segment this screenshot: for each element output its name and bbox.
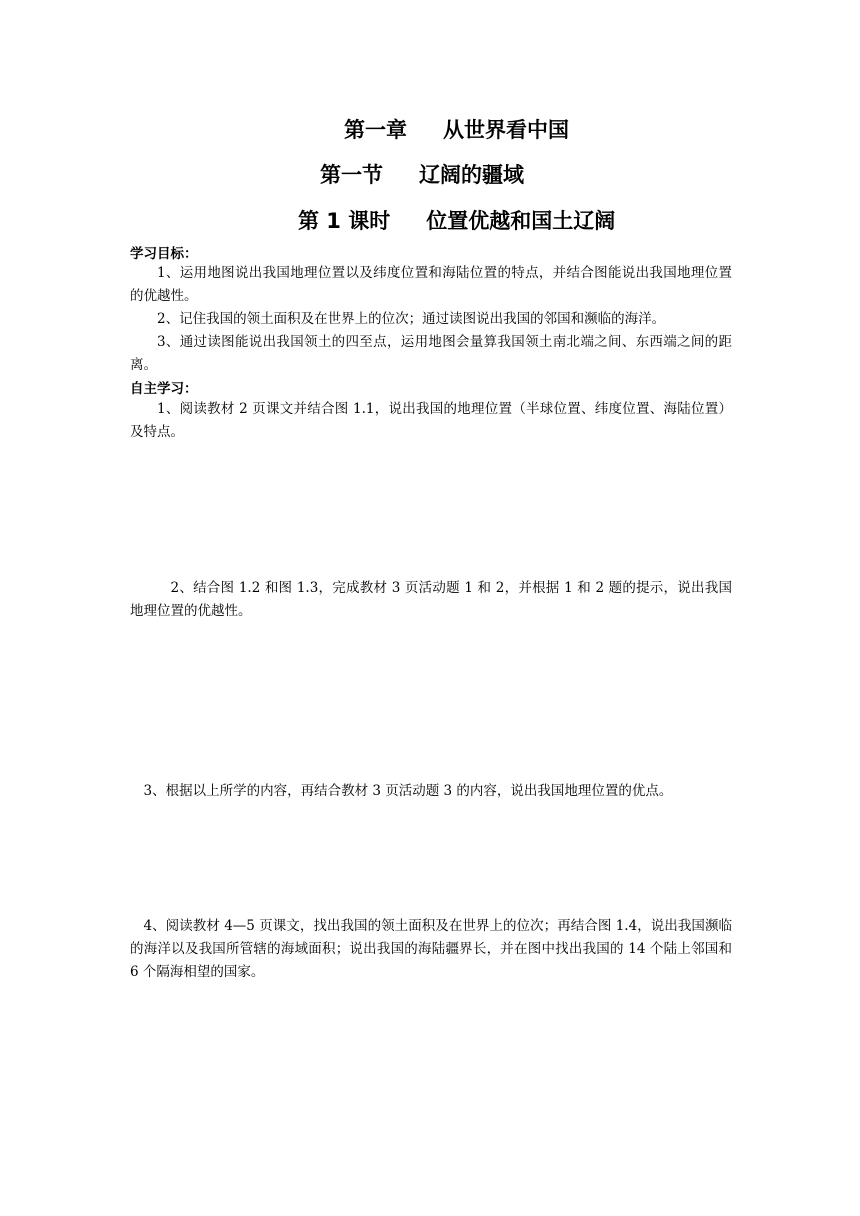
objectives-heading: 学习目标： <box>130 246 198 262</box>
self-study-item: 3、根据以上所学的内容，再结合教材 3 页活动题 3 的内容，说出我国地理位置的优点。 <box>143 783 673 799</box>
self-study-item: 4、阅读教材 4—5 页课文，找出我国的领土面积及在世界上的位次；再结合图 1.4，说出我国濒临的海洋以及我国所管辖的海域面积；说出我国的海陆疆界长，并在图中找出我国的 14 个陆上邻国和 6 个隔海相望的国家。 <box>130 918 732 980</box>
chapter-number: 第一章 <box>344 118 407 142</box>
section-name: 辽阔的疆域 <box>419 163 524 187</box>
section-title <box>320 159 524 189</box>
chapter-title <box>344 114 569 144</box>
objective-item: 3、通过读图能说出我国领土的四至点，运用地图会量算我国领土南北端之间、东西端之间的距离。 <box>130 334 732 373</box>
objective-item: 2、记住我国的领土面积及在世界上的位次；通过读图说出我国的邻国和濒临的海洋。 <box>157 311 666 327</box>
chapter-name: 从世界看中国 <box>443 118 569 142</box>
lesson-name: 位置优越和国土辽阔 <box>426 209 616 233</box>
self-study-heading: 自主学习： <box>130 381 198 397</box>
self-study-item: 1、阅读教材 2 页课文并结合图 1.1，说出我国的地理位置（半球位置、纬度位置、海陆位置）及特点。 <box>130 401 732 440</box>
section-number: 第一节 <box>320 163 383 187</box>
self-study-item: 2、结合图 1.2 和图 1.3，完成教材 3 页活动题 1 和 2，并根据 1 和 2 题的提示，说出我国地理位置的优越性。 <box>130 580 732 619</box>
objective-item: 1、运用地图说出我国地理位置以及纬度位置和海陆位置的特点，并结合图能说出我国地理位置的优越性。 <box>130 265 732 304</box>
lesson-number: 第 1 课时 <box>298 209 391 233</box>
lesson-title <box>298 205 615 235</box>
